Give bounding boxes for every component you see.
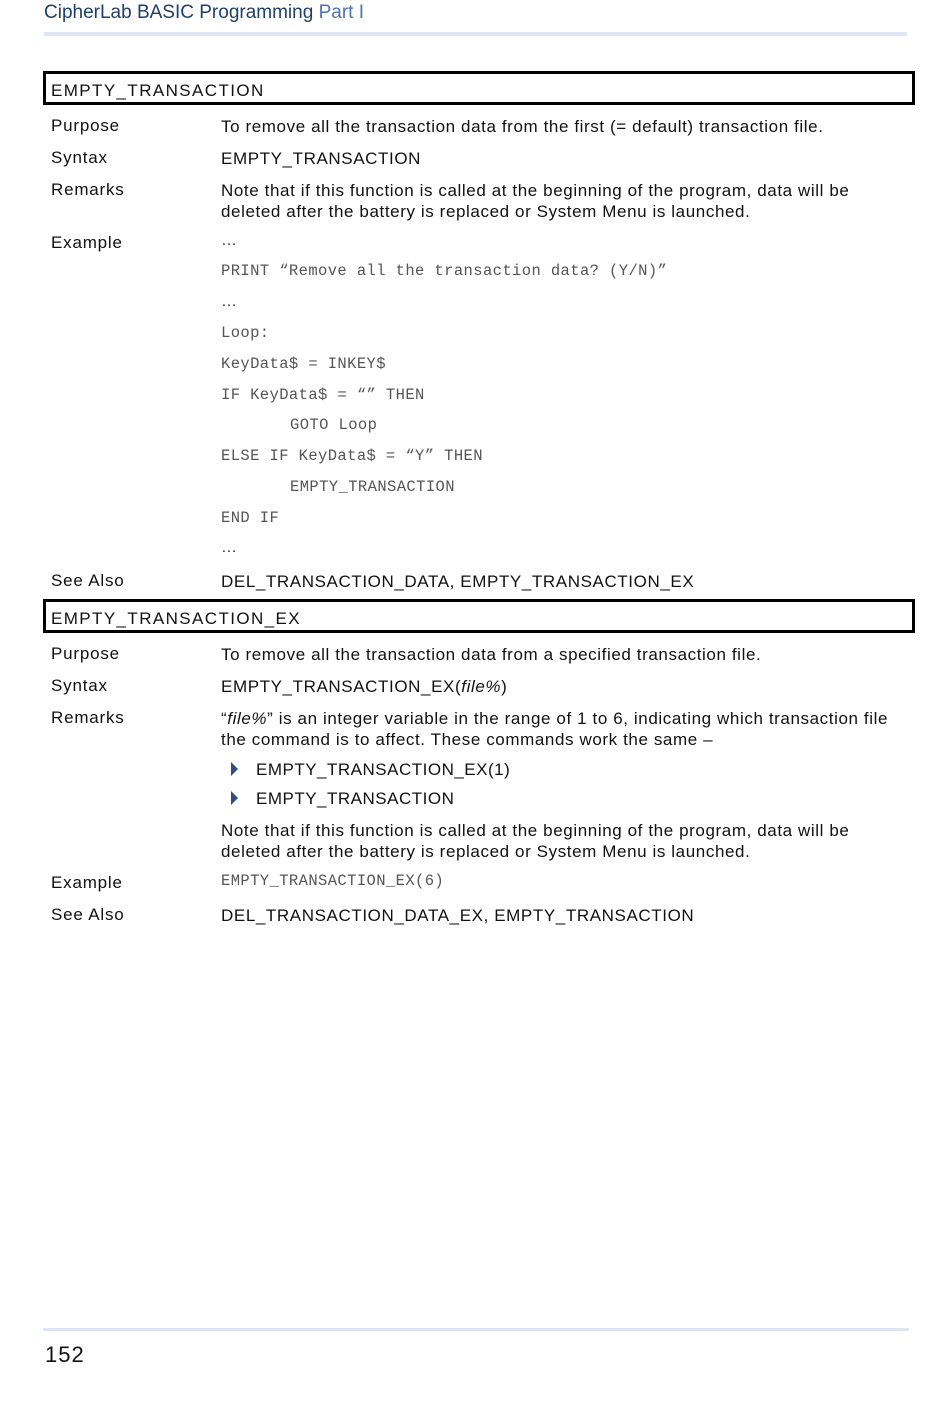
remarks-note: Note that if this function is called at the beginning of the program, data will be deleted after the battery is replaced or System Menu is launched. — [221, 821, 850, 861]
code-line: … — [221, 232, 237, 249]
code-line: END IF — [221, 509, 280, 527]
remarks-text — [221, 708, 913, 750]
remarks-label: Remarks — [51, 180, 125, 199]
see-also-text: DEL_TRANSACTION_DATA, EMPTY_TRANSACTION_EX — [221, 572, 695, 591]
bullet-triangle-icon — [231, 791, 238, 805]
remarks-text: Note that if this function is called at the beginning of the program, data will be deleted after the battery is replaced or System Menu is launched. — [221, 181, 850, 221]
remarks-param: file% — [227, 709, 268, 728]
example-code: EMPTY_TRANSACTION_EX(6) — [221, 872, 445, 890]
example-label: Example — [51, 873, 123, 892]
bullet-item: EMPTY_TRANSACTION — [256, 789, 455, 808]
function-title: EMPTY_TRANSACTION — [51, 81, 265, 100]
syntax-param: file% — [461, 677, 502, 696]
header-title: CipherLab BASIC Programming — [44, 2, 314, 23]
syntax-prefix: EMPTY_TRANSACTION_EX( — [221, 677, 462, 696]
code-line: IF KeyData$ = “” THEN — [221, 386, 425, 404]
purpose-text: To remove all the transaction data from a specified transaction file. — [221, 645, 762, 664]
purpose-text: To remove all the transaction data from the first (= default) transaction file. — [221, 117, 824, 136]
syntax-label: Syntax — [51, 148, 108, 167]
purpose-label: Purpose — [51, 116, 120, 135]
code-line: GOTO Loop — [290, 416, 378, 434]
code-line: EMPTY_TRANSACTION — [290, 478, 455, 496]
code-line: PRINT “Remove all the transaction data? (Y/N)” — [221, 262, 668, 280]
header-divider — [44, 32, 907, 36]
code-line: … — [221, 293, 237, 310]
remarks-quote: “ — [221, 709, 228, 728]
page-number: 152 — [45, 1342, 85, 1367]
syntax-label: Syntax — [51, 676, 108, 695]
remarks-body: ” is an integer variable in the range of 1 to 6, indicating which transaction file the command is to affect. These commands work the same – — [221, 709, 889, 749]
purpose-label: Purpose — [51, 644, 120, 663]
see-also-label: See Also — [51, 571, 125, 590]
running-header — [44, 2, 364, 24]
function-title-box — [43, 599, 915, 633]
syntax-text — [221, 676, 507, 697]
syntax-suffix: ) — [501, 677, 508, 696]
bullet-item: EMPTY_TRANSACTION_EX(1) — [256, 760, 511, 779]
see-also-text: DEL_TRANSACTION_DATA_EX, EMPTY_TRANSACTION — [221, 906, 695, 925]
code-line: Loop: — [221, 324, 270, 342]
function-title-box — [43, 71, 915, 105]
footer-divider — [43, 1328, 909, 1331]
bullet-triangle-icon — [231, 762, 238, 776]
remarks-label: Remarks — [51, 708, 125, 727]
see-also-label: See Also — [51, 905, 125, 924]
header-part: Part I — [318, 2, 364, 23]
code-line: KeyData$ = INKEY$ — [221, 355, 386, 373]
function-title: EMPTY_TRANSACTION_EX — [51, 609, 301, 628]
example-label: Example — [51, 233, 123, 252]
code-line: … — [221, 539, 237, 556]
code-line: ELSE IF KeyData$ = “Y” THEN — [221, 447, 483, 465]
syntax-text: EMPTY_TRANSACTION — [221, 149, 422, 168]
